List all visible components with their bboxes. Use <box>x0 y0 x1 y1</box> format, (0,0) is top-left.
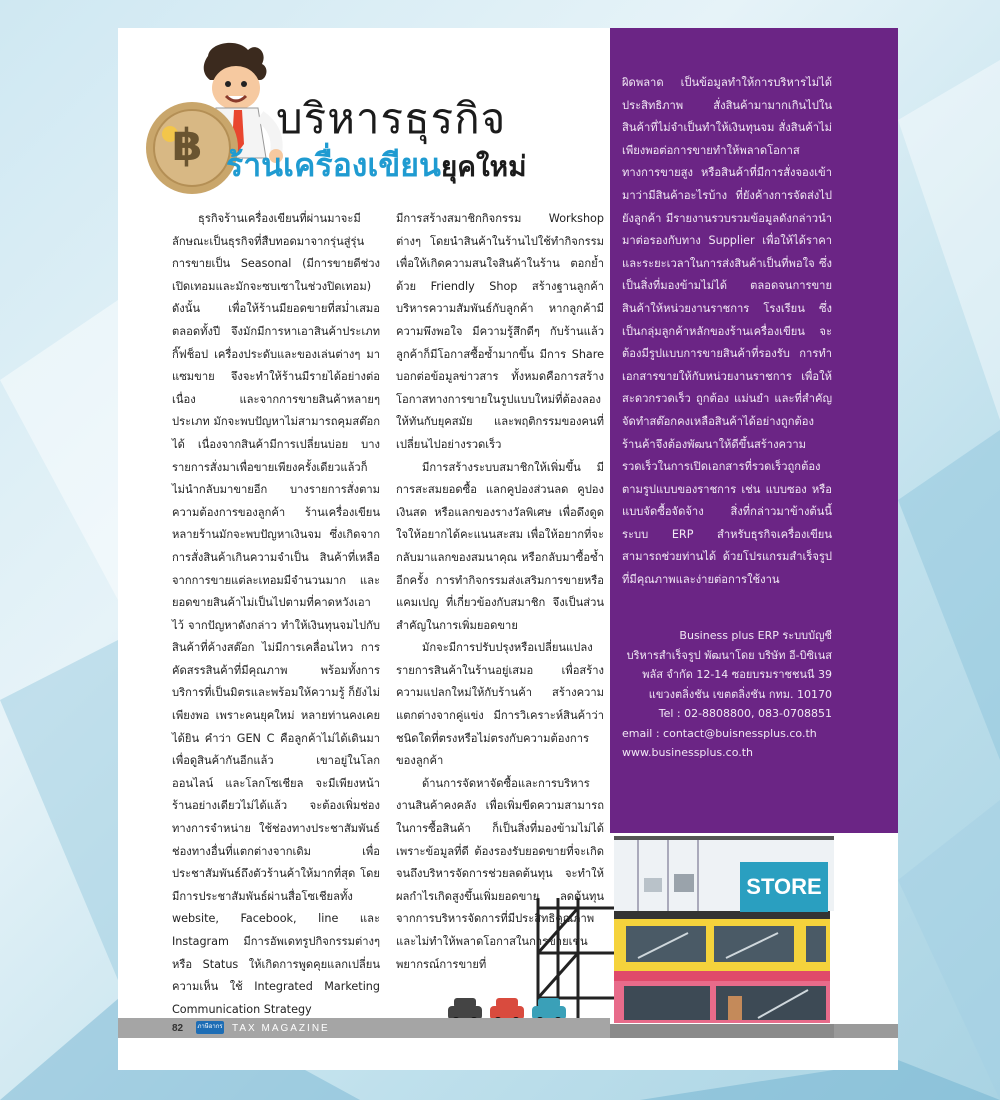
headline-title-line1: บริหารธุรกิจ <box>276 94 507 143</box>
article-paragraph: ธุรกิจร้านเครื่องเขียนที่ผ่านมาจะมีลักษณะเป็นธุรกิจที่สืบทอดมาจากรุ่นสู่รุ่น การขายเป็น Seasonal (มีการขายดีช่วงเปิดเทอมและมักจะซบเซาในช่วงปิดเทอม) ดังนั้น เพื่อให้ร้านมียอดขายที่สม่ำเสมอ ตลอดทั้งปี จึงมักมีการหาเอาสินค้าประเภทกิ๊ฟช็อป เครื่องประดับและของเล่นต่างๆ มาแซมขาย จึงจะทำให้ร้านมีรายได้อย่างต่อเนื่อง และจากการขายสินค้าหลายๆ ประเภท มักจะพบปัญหาไม่สามารถคุมสต๊อกได้ เนื่องจากสินค้ามีการเปลี่ยนบ่อย บางรายการสั่งมาเพื่อขายเพียงครั้งเดียวแล้วก็ไม่นำกลับมาขายอีก บางรายการสั่งตามความต้องการของลูกค้า ร้านเครื่องเขียนหลายร้านมักจะพบปัญหาเงินจม ซึ่งเกิดจากการสั่งสินค้าเกินความจำเป็น สินค้าที่เหลือจากการขายแต่ละเทอมมีจำนวนมาก และยอดขายสินค้าไม่เป็นไปตามที่คาดหวังเอาไว้ จากปัญหาดังกล่าว ทำให้เงินทุนจมไปกับสินค้าที่ค้างสต๊อก ไม่มีการเคลื่อนไหว การคัดสรรสินค้าที่มีคุณภาพ พร้อมทั้งการบริการที่เป็นมิตรและพร้อมให้ความรู้ ก็ยังไม่เพียงพอ เพราะคนยุคใหม่ หลายท่านคงเคยได้ยิน คำว่า GEN C คือลูกค้าไม่ได้เดินมาเพื่อดูสินค้ากันอีกแล้ว เขาอยู่ในโลกออนไลน์ และโลกโซเชียล จะมีเพียงหน้าร้านอย่างเดียวไม่ได้แล้ว จะต้องเพิ่มช่องทางการจำหน่าย ใช้ช่องทางประชาสัมพันธ์ช่องทางอื่นที่แตกต่างจากเดิม เพื่อประชาสัมพันธ์ถึงตัวร้านค้าให้มากที่สุด โดยมีการประชาสัมพันธ์ผ่านสื่อโซเชียลทั้ง website, Facebook, line และ Instagram มีการอัพเดทรูปกิจกรรมต่างๆ หรือ Status ให้เกิดการพูดคุยแลกเปลี่ยน ความเห็น ใช้ Integrated Marketing Communication Strategy <box>172 212 380 1016</box>
magazine-page <box>118 28 898 1070</box>
contact-line-2: บริหารสำเร็จรูป พัฒนาโดย บริษัท อี-บิซิเนส <box>626 648 832 662</box>
contact-tel: Tel : 02-8808800, 083-0708851 <box>658 707 832 720</box>
magazine-name: TAX MAGAZINE <box>232 1023 330 1034</box>
article-paragraph: ด้านการจัดหาจัดซื้อและการบริหารงานสินค้าคงคลัง เพื่อเพิ่มขีดความสามารถในการซื้อสินค้า ก็เป็นสิ่งที่มองข้ามไม่ได้ เพราะข้อมูลที่ดี ต้องรองรับยอดขายที่จะเกิด จนถึงบริหารจัดการช่วยลดต้นทุน จะทำให้ผลกำไรเกิดสูงขึ้นเพิ่มยอดขาย ลดต้นทุนจากการบริหารจัดการที่มีประสิทธิคุณภาพ และไม่ทำให้พลาดโอกาสในการขายเช่น พยากรณ์การขายที่ <box>396 776 604 971</box>
contact-email[interactable]: email : contact@buisnessplus.co.th <box>622 726 817 740</box>
contact-line-1: Business plus ERP ระบบบัญชี <box>679 629 832 642</box>
store-building-illustration <box>118 28 898 1070</box>
store-sign: STORE <box>740 862 828 912</box>
page-number: 82 <box>172 1023 184 1034</box>
magazine-logo: ภาษีอากร <box>196 1021 224 1034</box>
contact-line-4: แขวงตลิ่งชัน เขตตลิ่งชัน กทม. 10170 <box>648 687 832 701</box>
headline-title-rest: ยุคใหม่ <box>440 150 527 183</box>
article-paragraph: มีการสร้างระบบสมาชิกให้เพิ่มขึ้น มีการสะสมยอดซื้อ แลกคูปองส่วนลด คูปองเงินสด หรือแลกของรางวัลพิเศษ เพื่อดึงดูดใจให้อยากได้คะแนนสะสม เพื่อให้อยากที่จะกลับมาแลกของสมนาคุณ หรือกลับมาซื้อซ้ำอีกครั้ง การทำกิจกรรมส่งเสริมการขายหรือแคมเปญ ที่เกี่ยวข้องกับสมาชิก จึงเป็นส่วนสำคัญในการเพิ่มยอดขาย <box>396 460 604 632</box>
coin-baht-icon: ฿ <box>172 120 203 171</box>
headline-title-highlight: ร้านเครื่องเขียน <box>226 146 441 184</box>
footer-base <box>118 1038 610 1070</box>
footer-bar <box>118 1018 610 1038</box>
contact-website[interactable]: www.businessplus.co.th <box>622 746 754 759</box>
article-paragraph: มีการสร้างสมาชิกกิจกรรม Workshop ต่างๆ โดยนำสินค้าในร้านไปใช้ทำกิจกรรม เพื่อให้เกิดความสนใจสินค้าในร้าน ตอกย้ำด้วย Friendly Shop สร้างฐานลูกค้า บริหารความสัมพันธ์กับลูกค้า หากลูกค้ามีความพึงพอใจ มีความรู้สึกดีๆ กับร้านแล้ว ลูกค้าก็มีโอกาสซื้อซ้ำมากขึ้น มีการ Share บอกต่อข้อมูลข่าวสาร ทั้งหมดคือการสร้างโอกาสทางการขายในรูปแบบใหม่ที่ต้องลองให้ทันกับยุคสมัย และพฤติกรรมของคนที่เปลี่ยนไปอย่างรวดเร็ว <box>396 212 604 451</box>
article-paragraph: มักจะมีการปรับปรุงหรือเปลี่ยนแปลงรายการสินค้าในร้านอยู่เสมอ เพื่อสร้างความแปลกใหม่ให้กับร้านค้า สร้างความแตกต่างจากคู่แข่ง มีการวิเคราะห์สินค้าว่าชนิดใดที่ตรงหรือไม่ตรงกับความต้องการของลูกค้า <box>396 641 604 768</box>
contact-line-3: พลัส จำกัด 12-14 ซอยบรมราชชนนี 39 <box>642 668 832 681</box>
sidebar-paragraph: ผิดพลาด เป็นข้อมูลทำให้การบริหารไม่ได้ประสิทธิภาพ สั่งสินค้ามามากเกินไปในสินค้าที่ไม่จำเป็นทำให้เงินทุนจม สั่งสินค้าไม่เพียงพอต่อการขายทำให้พลาดโอกาสทางการขายสูง หรือสินค้าที่มีการสั่งจองเข้ามาว่ามีสินค้าอะไรบ้าง ที่ยังค้างการจัดส่งไปยังลูกค้า มีรายงานรวบรวมข้อมูลดังกล่าวนำมาต่อรองกับทาง Supplier เพื่อให้ได้ราคาและระยะเวลาในการส่งสินค้าเป็นที่พอใจ ซึ่งเป็นสิ่งที่มองข้ามไม่ได้ ตลอดจนการขายสินค้าให้หน่วยงานราชการ โรงเรียน ซึ่งเป็นกลุ่มลูกค้าหลักของร้านเครื่องเขียน จะต้องมีรูปแบบการขายสินค้าที่รองรับ การทำเอกสารขายให้กับหน่วยงานราชการ เพื่อให้สะดวกรวดเร็ว ถูกต้อง แม่นยำ และที่สำคัญจัดทำสต๊อกคงเหลือสินค้าได้อย่างถูกต้อง ร้านค้าจึงต้องพัฒนาให้ดีขึ้นสร้างความรวดเร็วในการเปิดเอกสารที่รวดเร็วถูกต้องตามรูปแบบของราชการ เช่น แบบซอง หรือแบบจัดซื้อจัดจ้าง สิ่งที่กล่าวมาข้างต้นนี้ ระบบ ERP สำหรับธุรกิจเครื่องเขียน สามารถช่วยท่านได้ ด้วยโปรแกรมสำเร็จรูปที่มีคุณภาพและง่ายต่อการใช้งาน <box>622 76 832 587</box>
